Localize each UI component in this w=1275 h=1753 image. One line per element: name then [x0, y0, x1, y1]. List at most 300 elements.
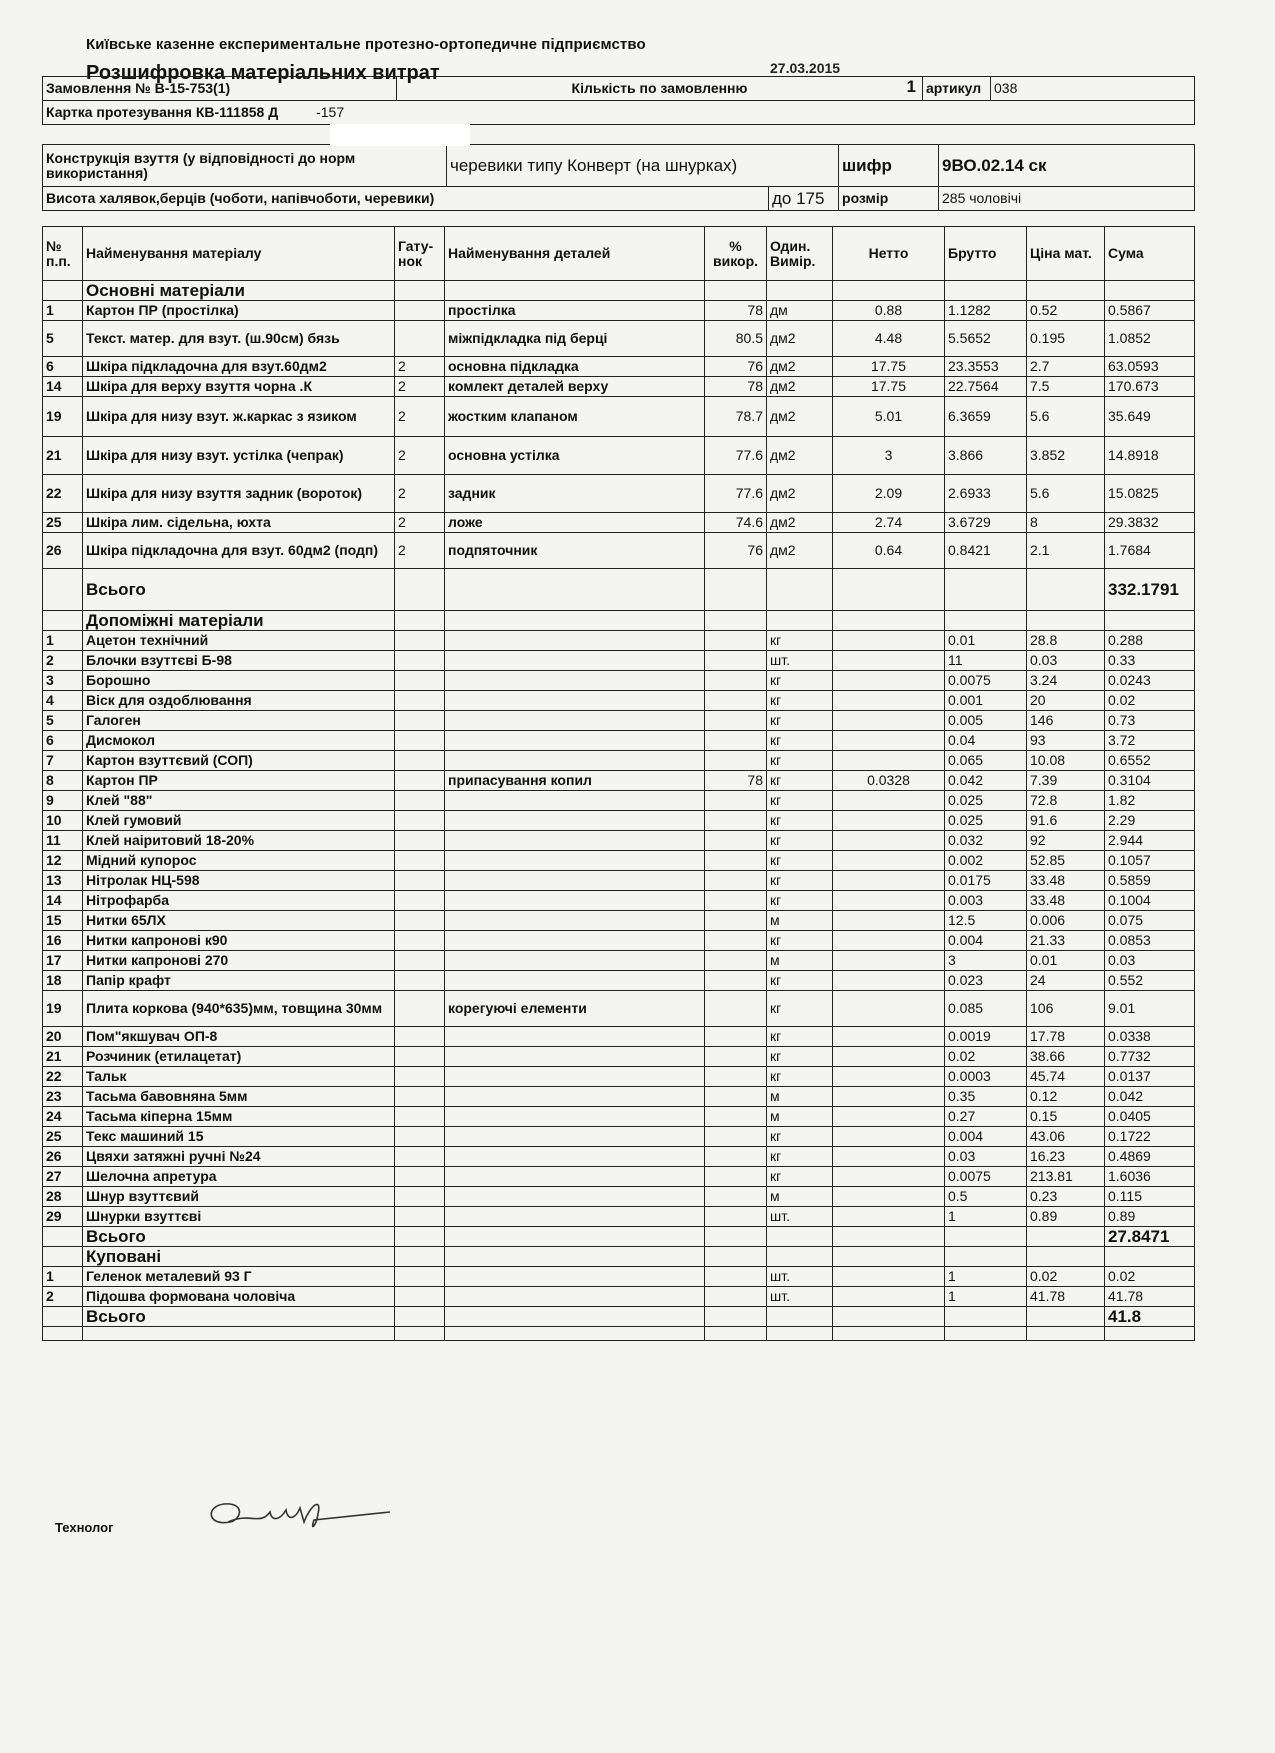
- row-net: [833, 1047, 945, 1067]
- empty-cell: [1027, 281, 1105, 301]
- empty-cell: [705, 1307, 767, 1327]
- row-gross: 0.03: [945, 1147, 1027, 1167]
- empty-cell: [1027, 611, 1105, 631]
- table-row: [43, 891, 1195, 911]
- table-row: [43, 1267, 1195, 1287]
- row-no: 19: [43, 991, 83, 1027]
- row-detail: жостким клапаном: [445, 397, 705, 437]
- row-pct: 78: [705, 301, 767, 321]
- empty-cell: [833, 1327, 945, 1341]
- row-detail: [445, 1127, 705, 1147]
- row-sum: 35.649: [1105, 397, 1195, 437]
- row-material: Борошно: [83, 671, 395, 691]
- row-unit: кг: [767, 671, 833, 691]
- row-unit: кг: [767, 751, 833, 771]
- row-pct: 77.6: [705, 437, 767, 475]
- row-grade: [395, 691, 445, 711]
- row-gross: 0.005: [945, 711, 1027, 731]
- row-no: 3: [43, 671, 83, 691]
- empty-cell: [767, 1247, 833, 1267]
- row-pct: [705, 1267, 767, 1287]
- row-sum: 0.0338: [1105, 1027, 1195, 1047]
- empty-cell: [395, 281, 445, 301]
- row-sum: 0.1057: [1105, 851, 1195, 871]
- row-grade: [395, 1207, 445, 1227]
- row-sum: 63.0593: [1105, 357, 1195, 377]
- row-unit: шт.: [767, 1287, 833, 1307]
- row-unit: кг: [767, 791, 833, 811]
- row-no: 21: [43, 437, 83, 475]
- document-title: Розшифровка матеріальних витрат: [86, 62, 440, 84]
- table-row: [43, 671, 1195, 691]
- card-suffix: -157: [316, 104, 345, 120]
- blank-row: [43, 1327, 1195, 1341]
- empty-cell: [445, 1307, 705, 1327]
- row-pct: [705, 1207, 767, 1227]
- row-price: 91.6: [1027, 811, 1105, 831]
- row-sum: 0.1004: [1105, 891, 1195, 911]
- row-detail: припасування копил: [445, 771, 705, 791]
- row-material: Текс машиний 15: [83, 1127, 395, 1147]
- row-net: 5.01: [833, 397, 945, 437]
- row-gross: 0.032: [945, 831, 1027, 851]
- row-no: 2: [43, 651, 83, 671]
- aux-total-value: 27.8471: [1105, 1227, 1195, 1247]
- row-price: 0.03: [1027, 651, 1105, 671]
- row-pct: [705, 1147, 767, 1167]
- row-unit: кг: [767, 971, 833, 991]
- table-row: [43, 711, 1195, 731]
- table-row: [43, 851, 1195, 871]
- row-detail: [445, 1267, 705, 1287]
- row-unit: дм2: [767, 357, 833, 377]
- row-detail: [445, 971, 705, 991]
- row-detail: [445, 951, 705, 971]
- row-gross: 3: [945, 951, 1027, 971]
- table-row: [43, 791, 1195, 811]
- row-gross: 1: [945, 1267, 1027, 1287]
- row-no: 26: [43, 533, 83, 569]
- row-sum: 0.03: [1105, 951, 1195, 971]
- row-unit: дм2: [767, 437, 833, 475]
- article-value: 038: [991, 77, 1195, 101]
- row-material: Шкіра підкладочна для взут.60дм2: [83, 357, 395, 377]
- row-net: 0.88: [833, 301, 945, 321]
- row-unit: дм2: [767, 321, 833, 357]
- row-pct: [705, 971, 767, 991]
- table-row: [43, 811, 1195, 831]
- row-price: 0.12: [1027, 1087, 1105, 1107]
- row-pct: 78: [705, 377, 767, 397]
- table-row: [43, 357, 1195, 377]
- empty-cell: [833, 1247, 945, 1267]
- row-net: 17.75: [833, 377, 945, 397]
- row-sum: 29.3832: [1105, 513, 1195, 533]
- row-grade: [395, 1167, 445, 1187]
- row-detail: [445, 1147, 705, 1167]
- empty-cell: [43, 1307, 83, 1327]
- empty-cell: [395, 1327, 445, 1341]
- row-material: Дисмокол: [83, 731, 395, 751]
- empty-cell: [833, 281, 945, 301]
- empty-cell: [445, 1327, 705, 1341]
- row-material: Тасьма бавовняна 5мм: [83, 1087, 395, 1107]
- col-net: Нетто: [833, 227, 945, 281]
- empty-cell: [83, 1327, 395, 1341]
- row-net: [833, 931, 945, 951]
- col-material: Найменування матеріалу: [83, 227, 395, 281]
- row-pct: [705, 751, 767, 771]
- row-sum: 1.7684: [1105, 533, 1195, 569]
- row-pct: [705, 1027, 767, 1047]
- row-no: 14: [43, 891, 83, 911]
- row-unit: дм2: [767, 397, 833, 437]
- empty-cell: [767, 611, 833, 631]
- row-material: Ацетон технічний: [83, 631, 395, 651]
- row-unit: шт.: [767, 1207, 833, 1227]
- row-no: 25: [43, 513, 83, 533]
- bought-section-title-row: [43, 1247, 1195, 1267]
- row-sum: 0.3104: [1105, 771, 1195, 791]
- main-section-title: Основні матеріали: [83, 281, 395, 301]
- row-grade: [395, 671, 445, 691]
- height-label: Висота халявок,берців (чоботи, напівчоботи, черевики): [43, 187, 769, 211]
- row-net: [833, 1147, 945, 1167]
- row-sum: 0.0137: [1105, 1067, 1195, 1087]
- row-gross: 2.6933: [945, 475, 1027, 513]
- table-row: [43, 1287, 1195, 1307]
- col-sum: Сума: [1105, 227, 1195, 281]
- empty-cell: [767, 1327, 833, 1341]
- row-pct: [705, 871, 767, 891]
- row-gross: 11: [945, 651, 1027, 671]
- row-price: 5.6: [1027, 475, 1105, 513]
- row-grade: 2: [395, 357, 445, 377]
- empty-cell: [43, 611, 83, 631]
- row-no: 25: [43, 1127, 83, 1147]
- row-gross: 23.3553: [945, 357, 1027, 377]
- row-material: Нитки капронові 270: [83, 951, 395, 971]
- row-material: Папір крафт: [83, 971, 395, 991]
- row-material: Шкіра для низу взут. ж.каркас з язиком: [83, 397, 395, 437]
- row-price: 213.81: [1027, 1167, 1105, 1187]
- row-gross: 0.023: [945, 971, 1027, 991]
- row-net: [833, 991, 945, 1027]
- row-grade: [395, 631, 445, 651]
- code-label: шифр: [839, 145, 939, 187]
- table-row: [43, 377, 1195, 397]
- row-price: 10.08: [1027, 751, 1105, 771]
- empty-cell: [43, 281, 83, 301]
- table-row: [43, 301, 1195, 321]
- row-pct: [705, 1287, 767, 1307]
- table-row: [43, 691, 1195, 711]
- row-material: Нітрофарба: [83, 891, 395, 911]
- technologist-label: Технолог: [55, 1520, 114, 1535]
- quantity-cell: [397, 77, 923, 101]
- quantity-value: 1: [906, 77, 916, 96]
- empty-cell: [1027, 1327, 1105, 1341]
- row-net: [833, 1167, 945, 1187]
- row-unit: кг: [767, 931, 833, 951]
- row-pct: [705, 851, 767, 871]
- row-unit: кг: [767, 851, 833, 871]
- row-material: Картон взуттєвий (СОП): [83, 751, 395, 771]
- row-sum: 2.944: [1105, 831, 1195, 851]
- row-sum: 0.1722: [1105, 1127, 1195, 1147]
- row-pct: [705, 1187, 767, 1207]
- row-gross: 1: [945, 1287, 1027, 1307]
- row-material: Картон ПР (простілка): [83, 301, 395, 321]
- row-sum: 41.78: [1105, 1287, 1195, 1307]
- row-net: 4.48: [833, 321, 945, 357]
- empty-cell: [833, 569, 945, 611]
- row-sum: 0.552: [1105, 971, 1195, 991]
- row-material: Плита коркова (940*635)мм, товщина 30мм: [83, 991, 395, 1027]
- row-gross: 0.004: [945, 1127, 1027, 1147]
- row-detail: ложе: [445, 513, 705, 533]
- empty-cell: [1027, 1247, 1105, 1267]
- row-no: 1: [43, 1267, 83, 1287]
- organization-name: Київське казенне експериментальне протезно-ортопедичне підприємство: [86, 36, 646, 53]
- row-material: Геленок металевий 93 Г: [83, 1267, 395, 1287]
- row-net: [833, 631, 945, 651]
- row-no: 18: [43, 971, 83, 991]
- row-unit: кг: [767, 871, 833, 891]
- row-detail: [445, 791, 705, 811]
- main-total-row: [43, 569, 1195, 611]
- empty-cell: [945, 1247, 1027, 1267]
- row-price: 0.02: [1027, 1267, 1105, 1287]
- empty-cell: [945, 1307, 1027, 1327]
- row-price: 16.23: [1027, 1147, 1105, 1167]
- row-pct: [705, 811, 767, 831]
- row-detail: [445, 811, 705, 831]
- row-gross: 0.065: [945, 751, 1027, 771]
- row-net: [833, 691, 945, 711]
- row-net: [833, 1107, 945, 1127]
- table-row: [43, 651, 1195, 671]
- row-unit: кг: [767, 891, 833, 911]
- row-gross: 0.01: [945, 631, 1027, 651]
- row-material: Тальк: [83, 1067, 395, 1087]
- empty-cell: [833, 611, 945, 631]
- row-sum: 0.33: [1105, 651, 1195, 671]
- row-gross: 1: [945, 1207, 1027, 1227]
- empty-cell: [945, 1327, 1027, 1341]
- row-sum: 0.5867: [1105, 301, 1195, 321]
- row-gross: 0.085: [945, 991, 1027, 1027]
- row-gross: 0.02: [945, 1047, 1027, 1067]
- row-grade: [395, 711, 445, 731]
- row-material: Шнур взуттєвий: [83, 1187, 395, 1207]
- row-sum: 2.29: [1105, 811, 1195, 831]
- redaction-block: [330, 124, 470, 146]
- row-price: 72.8: [1027, 791, 1105, 811]
- row-material: Тасьма кіперна 15мм: [83, 1107, 395, 1127]
- row-price: 0.23: [1027, 1187, 1105, 1207]
- height-value: до 175: [769, 187, 839, 211]
- row-grade: [395, 791, 445, 811]
- row-no: 6: [43, 357, 83, 377]
- row-price: 3.24: [1027, 671, 1105, 691]
- row-gross: 3.6729: [945, 513, 1027, 533]
- row-detail: комлект деталей верху: [445, 377, 705, 397]
- row-net: [833, 1267, 945, 1287]
- row-unit: кг: [767, 631, 833, 651]
- row-net: [833, 1187, 945, 1207]
- col-price: Ціна мат.: [1027, 227, 1105, 281]
- row-material: Підошва формована чоловіча: [83, 1287, 395, 1307]
- row-gross: 0.0175: [945, 871, 1027, 891]
- row-net: [833, 1287, 945, 1307]
- empty-cell: [395, 569, 445, 611]
- row-grade: [395, 731, 445, 751]
- row-grade: [395, 811, 445, 831]
- row-detail: [445, 1287, 705, 1307]
- row-net: [833, 951, 945, 971]
- aux-section-title-row: [43, 611, 1195, 631]
- row-detail: міжпідкладка під берці: [445, 321, 705, 357]
- row-net: [833, 711, 945, 731]
- row-grade: [395, 1027, 445, 1047]
- row-material: Нитки 65ЛХ: [83, 911, 395, 931]
- empty-cell: [705, 611, 767, 631]
- row-unit: кг: [767, 991, 833, 1027]
- row-price: 92: [1027, 831, 1105, 851]
- row-gross: 22.7564: [945, 377, 1027, 397]
- empty-cell: [833, 1307, 945, 1327]
- row-grade: [395, 1107, 445, 1127]
- row-price: 33.48: [1027, 871, 1105, 891]
- row-material: Розчиник (етилацетат): [83, 1047, 395, 1067]
- row-price: 3.852: [1027, 437, 1105, 475]
- bought-total-label: Всього: [83, 1307, 395, 1327]
- construction-label: Конструкція взуття (у відповідності до норм використання): [43, 145, 447, 187]
- quantity-label: Кількість по замовленню: [571, 80, 748, 96]
- row-unit: кг: [767, 1047, 833, 1067]
- empty-cell: [43, 569, 83, 611]
- row-gross: 12.5: [945, 911, 1027, 931]
- row-no: 12: [43, 851, 83, 871]
- row-price: 2.1: [1027, 533, 1105, 569]
- row-price: 146: [1027, 711, 1105, 731]
- empty-cell: [945, 611, 1027, 631]
- row-gross: 6.3659: [945, 397, 1027, 437]
- empty-cell: [43, 1327, 83, 1341]
- row-gross: 0.27: [945, 1107, 1027, 1127]
- row-grade: 2: [395, 397, 445, 437]
- row-price: 5.6: [1027, 397, 1105, 437]
- col-gross: Брутто: [945, 227, 1027, 281]
- row-price: 2.7: [1027, 357, 1105, 377]
- row-gross: 0.004: [945, 931, 1027, 951]
- row-material: Текст. матер. для взут. (ш.90см) бязь: [83, 321, 395, 357]
- row-sum: 0.02: [1105, 691, 1195, 711]
- row-net: [833, 731, 945, 751]
- row-net: 0.64: [833, 533, 945, 569]
- empty-cell: [1105, 1247, 1195, 1267]
- row-detail: [445, 851, 705, 871]
- row-sum: 0.0853: [1105, 931, 1195, 951]
- row-price: 7.39: [1027, 771, 1105, 791]
- empty-cell: [767, 281, 833, 301]
- row-no: 19: [43, 397, 83, 437]
- row-unit: шт.: [767, 1267, 833, 1287]
- empty-cell: [1105, 281, 1195, 301]
- row-unit: дм2: [767, 377, 833, 397]
- row-detail: основна устілка: [445, 437, 705, 475]
- row-gross: 0.0019: [945, 1027, 1027, 1047]
- empty-cell: [395, 1227, 445, 1247]
- table-row: [43, 1067, 1195, 1087]
- empty-cell: [705, 281, 767, 301]
- row-sum: 0.5859: [1105, 871, 1195, 891]
- row-sum: 1.82: [1105, 791, 1195, 811]
- row-grade: [395, 1047, 445, 1067]
- row-grade: [395, 321, 445, 357]
- row-pct: 77.6: [705, 475, 767, 513]
- row-material: Шкіра підкладочна для взут. 60дм2 (подп): [83, 533, 395, 569]
- row-material: Блочки взуттєві Б-98: [83, 651, 395, 671]
- row-sum: 0.6552: [1105, 751, 1195, 771]
- row-sum: 170.673: [1105, 377, 1195, 397]
- empty-cell: [945, 281, 1027, 301]
- row-unit: дм2: [767, 475, 833, 513]
- table-row: [43, 1187, 1195, 1207]
- empty-cell: [833, 1227, 945, 1247]
- empty-cell: [43, 1247, 83, 1267]
- row-no: 7: [43, 751, 83, 771]
- row-unit: кг: [767, 691, 833, 711]
- row-pct: [705, 911, 767, 931]
- aux-total-row: [43, 1227, 1195, 1247]
- row-no: 22: [43, 475, 83, 513]
- row-pct: [705, 671, 767, 691]
- column-header-row: [43, 227, 1195, 281]
- row-gross: 0.04: [945, 731, 1027, 751]
- row-material: Нитки капронові к90: [83, 931, 395, 951]
- row-sum: 0.4869: [1105, 1147, 1195, 1167]
- row-gross: 0.0075: [945, 1167, 1027, 1187]
- row-net: [833, 811, 945, 831]
- construction-table: [42, 144, 1195, 211]
- row-unit: кг: [767, 711, 833, 731]
- row-no: 2: [43, 1287, 83, 1307]
- row-pct: 80.5: [705, 321, 767, 357]
- row-net: [833, 911, 945, 931]
- row-material: Шкіра для верху взуття чорна .К: [83, 377, 395, 397]
- row-no: 8: [43, 771, 83, 791]
- row-sum: 0.73: [1105, 711, 1195, 731]
- row-sum: 9.01: [1105, 991, 1195, 1027]
- row-net: 3: [833, 437, 945, 475]
- row-material: Галоген: [83, 711, 395, 731]
- table-row: [43, 1107, 1195, 1127]
- row-sum: 0.288: [1105, 631, 1195, 651]
- row-unit: кг: [767, 1027, 833, 1047]
- col-unit: Один. Вимір.: [767, 227, 833, 281]
- row-no: 14: [43, 377, 83, 397]
- row-grade: [395, 1067, 445, 1087]
- empty-cell: [445, 1247, 705, 1267]
- row-grade: [395, 871, 445, 891]
- row-price: 21.33: [1027, 931, 1105, 951]
- row-detail: [445, 1087, 705, 1107]
- row-pct: [705, 711, 767, 731]
- row-pct: [705, 931, 767, 951]
- row-detail: простілка: [445, 301, 705, 321]
